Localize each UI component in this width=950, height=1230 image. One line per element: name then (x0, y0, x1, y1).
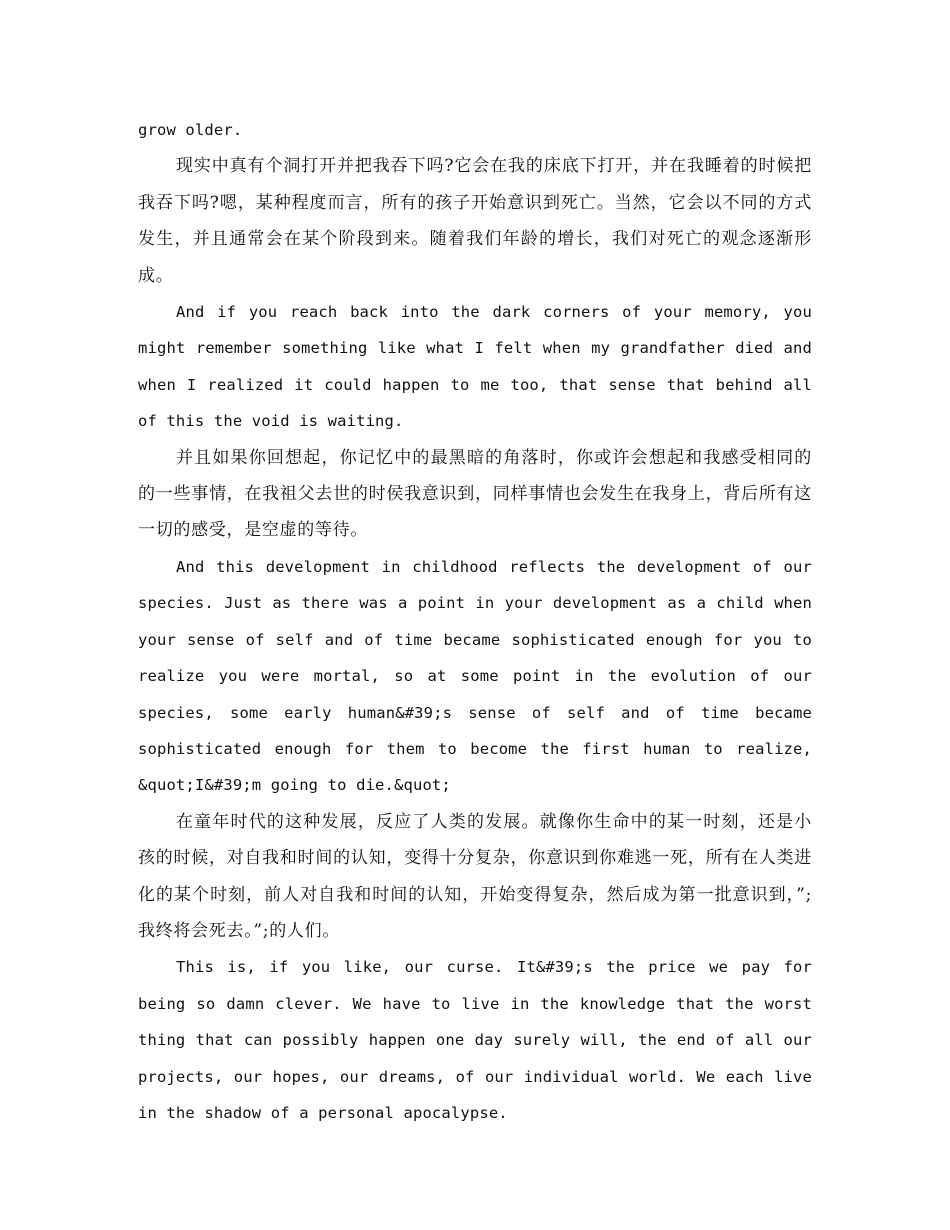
document-page (138, 112, 812, 1131)
paragraph-chinese-3: 在童年时代的这种发展，反应了人类的发展。就像你生命中的某一时刻，还是小孩的时候，对自我和时间的认知，变得十分复杂，你意识到你难逃一死，所有在人类进化的某个时刻，前人对自我和时间的认知，开始变得复杂，然后成为第一批意识到，”;我终将会死去。”;的人们。 (138, 811, 812, 941)
paragraph-continuation: grow older. (138, 121, 243, 139)
paragraph-english-2: And this development in childhood reflects the development of our species. Just as there was a point in your development as a child when your sense of self and of time became sophisticated enough for you to realize you were mortal, so at some point in the evolution of our species, some early human&#39;s sense of self and of time became sophisticated enough for them to become the first human to realize, &quot;I&#39;m going to die.&quot; (138, 557, 812, 795)
paragraph-chinese-1: 现实中真有个洞打开并把我吞下吗?它会在我的床底下打开，并在我睡着的时候把我吞下吗?嗯，某种程度而言，所有的孩子开始意识到死亡。当然，它会以不同的方式发生，并且通常会在某个阶段到来。随着我们年龄的增长，我们对死亡的观念逐渐形成。 (138, 156, 812, 286)
paragraph-english-3: This is, if you like, our curse. It&#39;s the price we pay for being so damn clever. We have to live in the knowledge that the worst thing that can possibly happen one day surely will, the end of all our projects, our hopes, our dreams, of our individual world. We each live in the shadow of a personal apocalypse. (138, 958, 812, 1122)
paragraph-chinese-2: 并且如果你回想起，你记忆中的最黑暗的角落时，你或许会想起和我感受相同的的一些事情，在我祖父去世的时侯我意识到，同样事情也会发生在我身上，背后所有这一切的感受，是空虚的等待。 (138, 447, 812, 541)
paragraph-english-1: And if you reach back into the dark corners of your memory, you might remember something like what I felt when my grandfather died and when I realized it could happen to me too, that sense that behind all of this the void is waiting. (138, 303, 812, 431)
